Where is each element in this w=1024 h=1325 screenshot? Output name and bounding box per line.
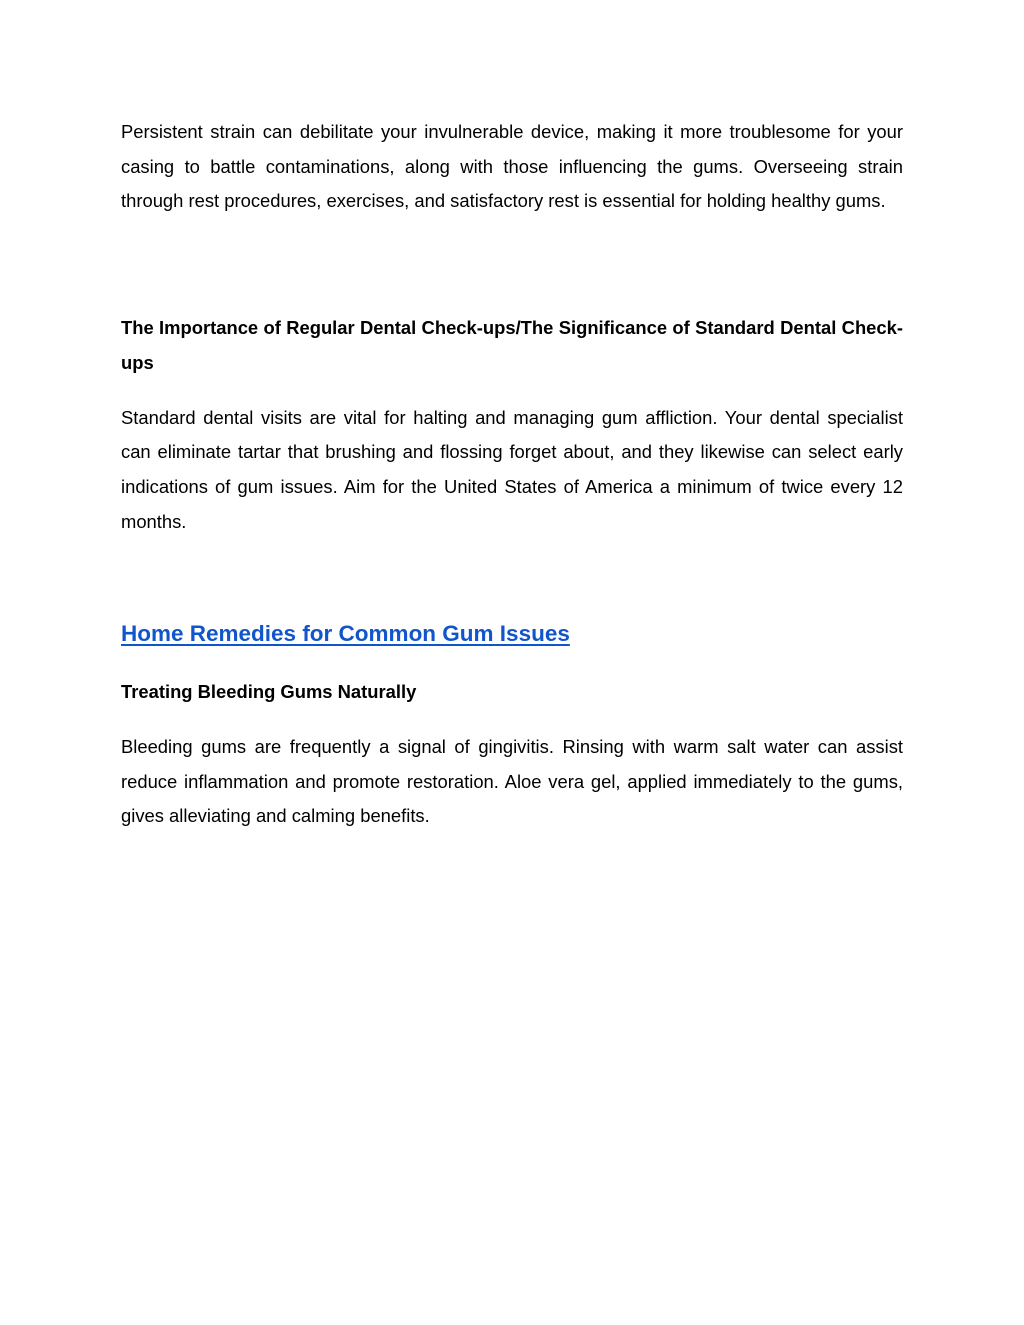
heading-home-remedies-link[interactable]: Home Remedies for Common Gum Issues bbox=[121, 621, 570, 647]
heading-bleeding-gums: Treating Bleeding Gums Naturally bbox=[121, 681, 417, 703]
paragraph-stress-management: Persistent strain can debilitate your invulnerable device, making it more troublesome for your casing to battle contaminations, along with those influencing the gums. Overseeing strain through rest procedures, exercises, and satisfactory rest is essential for holding healthy gums. bbox=[121, 121, 903, 212]
paragraph-dental-checkups: Standard dental visits are vital for halting and managing gum affliction. Your dental specialist can eliminate tartar that brushing and flossing forget about, and they likewise can select early indications of gum issues. Aim for the United States of America a minimum of twice every 12 months. bbox=[121, 406, 903, 532]
paragraph-bleeding-gums: Bleeding gums are frequently a signal of gingivitis. Rinsing with warm salt water can assist reduce inflammation and promote restoration. Aloe vera gel, applied immediately to the gums, gives alleviating and calming benefits. bbox=[121, 736, 903, 827]
document-page bbox=[121, 115, 903, 834]
heading-dental-checkups: The Importance of Regular Dental Check-ups/The Significance of Standard Dental Check-ups bbox=[121, 317, 903, 373]
